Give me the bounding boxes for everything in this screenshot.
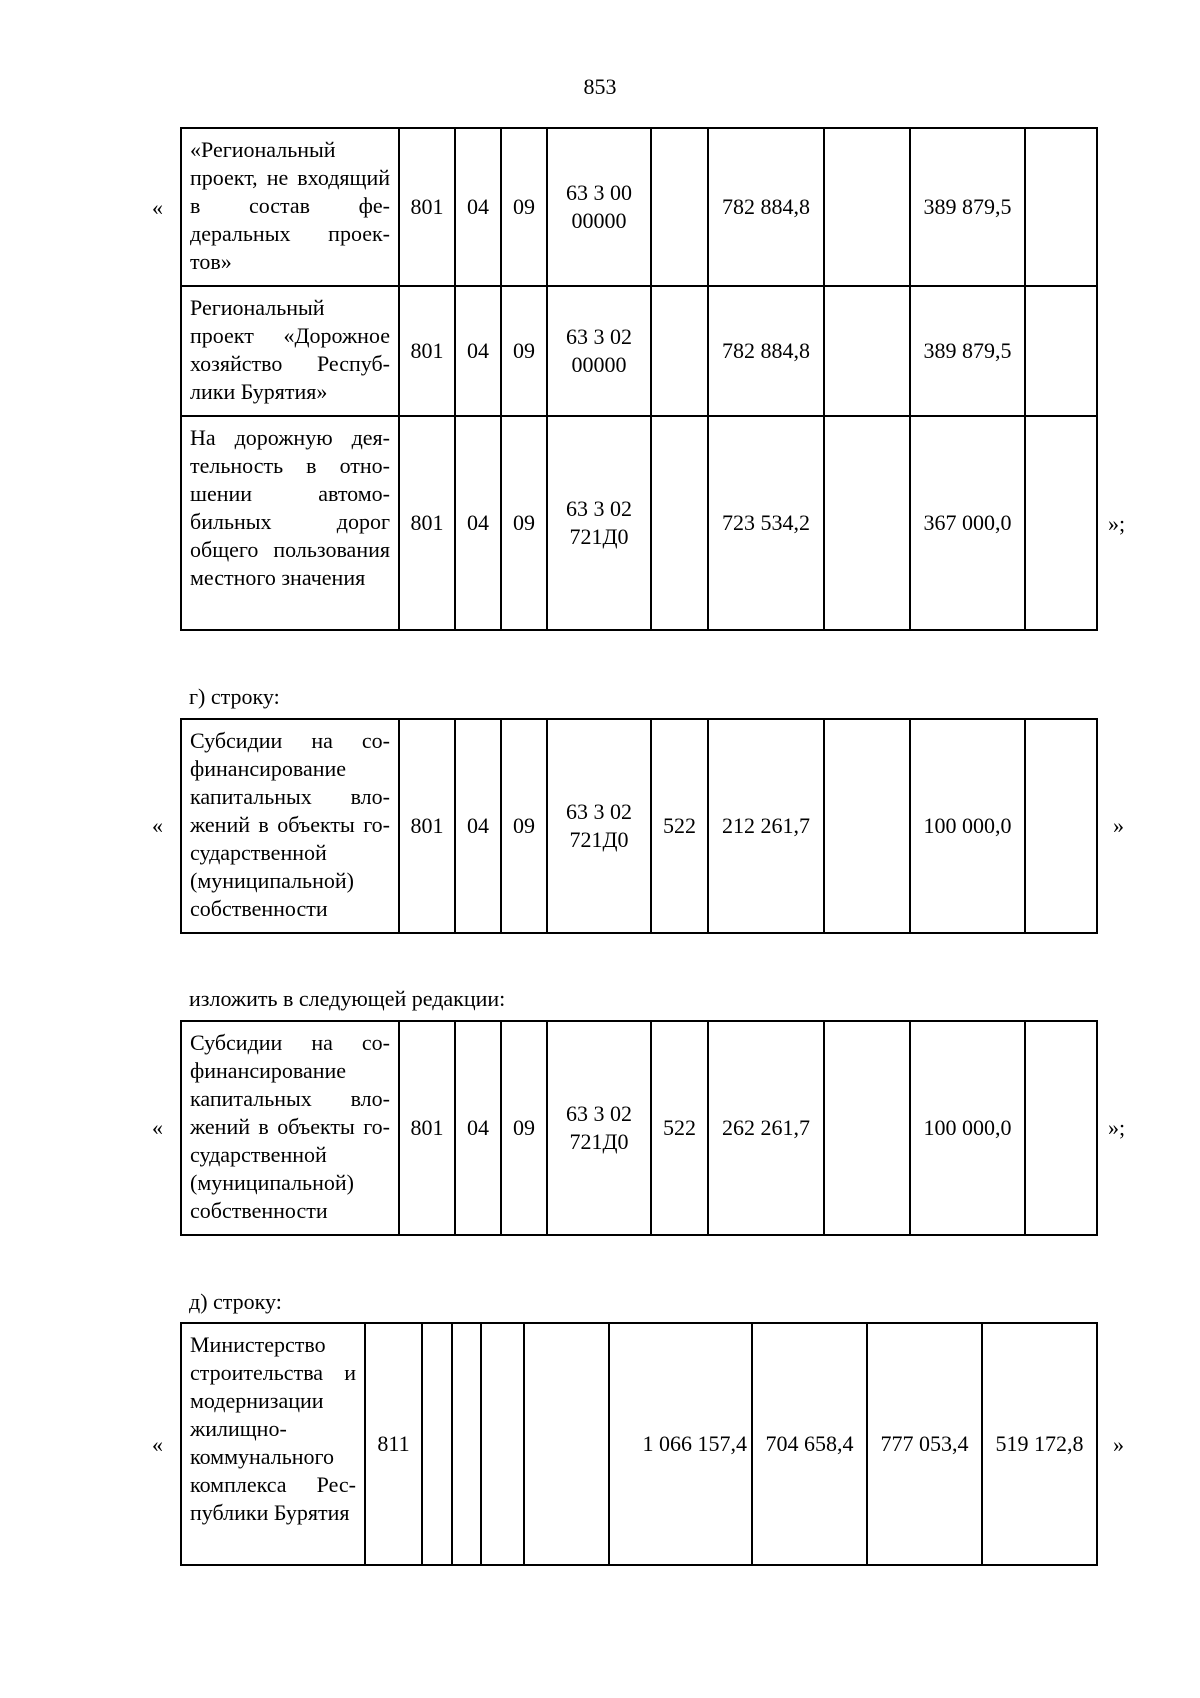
amount-1: 1 066 157,4: [609, 1323, 752, 1565]
target-article: 63 3 02 00000: [547, 286, 651, 416]
amount-3: 367 000,0: [910, 416, 1025, 630]
budget-table-2: [180, 718, 1098, 934]
amount-4: 519 172,8: [982, 1323, 1097, 1565]
amount-1: 782 884,8: [708, 128, 824, 286]
amount-1: 212 261,7: [708, 719, 824, 933]
ministry-code: 801: [399, 286, 455, 416]
budget-table-3: [180, 1020, 1098, 1236]
subsection-code: [452, 1323, 481, 1565]
row-description: «Региональный проект, не входящий в состав федеральных проектов»: [181, 128, 399, 286]
ministry-code: 801: [399, 1021, 455, 1235]
amendment-label-d: д) строку:: [189, 1289, 282, 1314]
subsection-code: 09: [501, 286, 547, 416]
expense-type: [524, 1323, 609, 1565]
close-quote: »: [1113, 1432, 1124, 1457]
section-code: [422, 1323, 452, 1565]
table-row: [181, 719, 1097, 933]
amount-4: [1025, 286, 1097, 416]
table-row: [181, 416, 1097, 630]
row-description: На дорожную деятельность в отношении автомобильных дорог общего пользования местного значения: [181, 416, 399, 630]
amendment-label-g: г) строку:: [189, 684, 280, 709]
amount-3: 389 879,5: [910, 286, 1025, 416]
amount-3: 100 000,0: [910, 1021, 1025, 1235]
close-quote: »: [1113, 813, 1124, 838]
amount-4: [1025, 416, 1097, 630]
amount-2: [824, 286, 910, 416]
amount-2: [824, 128, 910, 286]
amount-2: [824, 719, 910, 933]
subsection-code: 09: [501, 416, 547, 630]
row-description: Субсидии на софинансирование капитальных вложений в объекты го-сударственной (муниципальной) собственности: [181, 1021, 399, 1235]
amount-3: 777 053,4: [867, 1323, 982, 1565]
amount-2: [824, 416, 910, 630]
expense-type: [651, 128, 708, 286]
amount-2: [824, 1021, 910, 1235]
open-quote: «: [152, 1432, 163, 1457]
amount-1: 782 884,8: [708, 286, 824, 416]
close-quote: »;: [1108, 1115, 1126, 1140]
row-description: Региональный проект «Дорожное хозяйство Республики Бурятия»: [181, 286, 399, 416]
section-code: 04: [455, 286, 501, 416]
subsection-code: 09: [501, 719, 547, 933]
section-code: 04: [455, 719, 501, 933]
page-number: 853: [583, 74, 617, 99]
target-article: 63 3 02 721Д0: [547, 1021, 651, 1235]
table-row: [181, 1021, 1097, 1235]
amount-1: 262 261,7: [708, 1021, 824, 1235]
amount-4: [1025, 1021, 1097, 1235]
section-code: 04: [455, 416, 501, 630]
amendment-label-edit: изложить в следующей редакции:: [189, 986, 506, 1011]
row-description: Субсидии на софинансирование капитальных вложений в объекты го-сударственной (муниципальной) собственности: [181, 719, 399, 933]
subsection-code: 09: [501, 1021, 547, 1235]
budget-table-1: [180, 127, 1098, 631]
amount-2: 704 658,4: [752, 1323, 867, 1565]
amount-3: 100 000,0: [910, 719, 1025, 933]
amount-4: [1025, 128, 1097, 286]
target-article: 63 3 02 721Д0: [547, 416, 651, 630]
target-article: 63 3 00 00000: [547, 128, 651, 286]
expense-type: [651, 416, 708, 630]
table-row: [181, 1323, 1097, 1565]
section-code: 04: [455, 1021, 501, 1235]
amount-3: 389 879,5: [910, 128, 1025, 286]
target-article: 63 3 02 721Д0: [547, 719, 651, 933]
expense-type: 522: [651, 719, 708, 933]
amount-1: 723 534,2: [708, 416, 824, 630]
ministry-code: 811: [365, 1323, 422, 1565]
target-article: [481, 1323, 524, 1565]
expense-type: 522: [651, 1021, 708, 1235]
row-description: Министерство строительства и модернизации жилищно-коммунального комплекса Республики Бурятия: [181, 1323, 365, 1565]
ministry-code: 801: [399, 719, 455, 933]
open-quote: «: [152, 195, 163, 220]
open-quote: «: [152, 1115, 163, 1140]
amount-4: [1025, 719, 1097, 933]
budget-table-4: [180, 1322, 1098, 1566]
expense-type: [651, 286, 708, 416]
subsection-code: 09: [501, 128, 547, 286]
open-quote: «: [152, 813, 163, 838]
table-row: [181, 286, 1097, 416]
ministry-code: 801: [399, 128, 455, 286]
section-code: 04: [455, 128, 501, 286]
ministry-code: 801: [399, 416, 455, 630]
table-row: [181, 128, 1097, 286]
close-quote: »;: [1108, 511, 1126, 536]
